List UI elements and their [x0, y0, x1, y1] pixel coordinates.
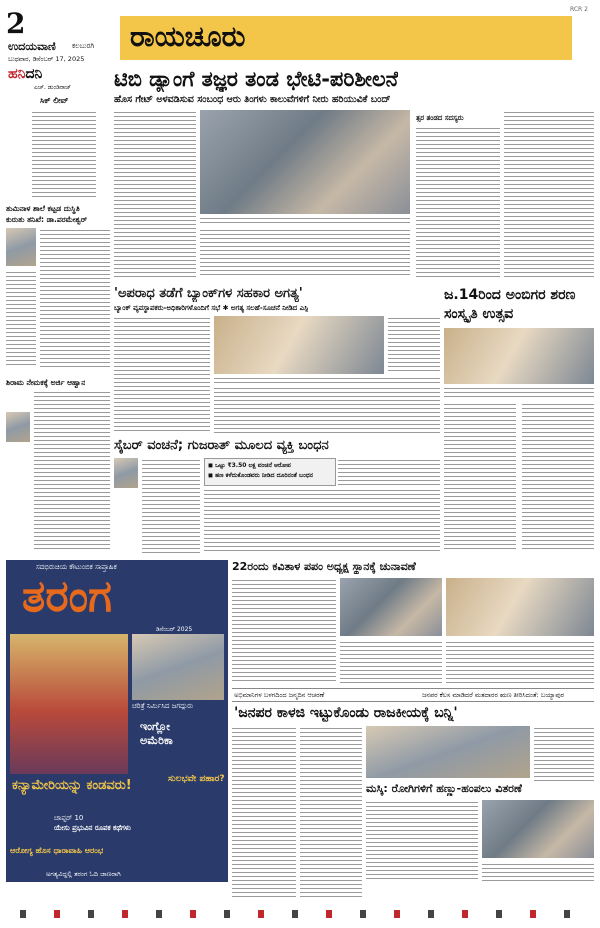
cyber-box-line1: ◼ ಒಟ್ಟು ₹3.50 ಲಕ್ಷ ವಂಚನೆ ಆರೋಪ: [208, 462, 291, 469]
lead-photo: [200, 110, 410, 214]
ambigara-headline: ಜ.14ರಿಂದ ಅಂಬಿಗರ ಶರಣ ಸಂಸ್ಕೃತಿ ಉತ್ಸವ: [444, 287, 576, 322]
lead-col4: [504, 110, 594, 278]
election-col2: [340, 640, 442, 684]
school-body-b: [6, 270, 36, 368]
bank-col1: [114, 316, 210, 434]
corner-tag: RCR 2: [570, 6, 588, 13]
school-body: [40, 228, 110, 368]
taranga-side-c: ಸುಲಭವೇ ಪಹಾರ?: [168, 774, 225, 784]
bank-headline: 'ಅಪರಾಧ ತಡೆಗೆ ಬ್ಯಾಂಕ್‌ಗಳ ಸಹಕಾರ ಅಗತ್ಯ': [114, 286, 303, 301]
taranga-bottom-tag: ಚಾಪ್ಟರ್ 10: [54, 814, 84, 822]
section-banner: [120, 16, 572, 60]
cyber-photo: [114, 458, 138, 488]
kaalaji-side: [534, 726, 594, 782]
school-head2: ಕುರುತು ತನಿಖೆ: ಡಾ.ಪರಮೇಶ್ವರ್: [6, 215, 88, 224]
lead-subhead: ಹೊಸ ಗೇಟ್ ಅಳವಡಿಸುವ ಸಂಬಂಧ ಆರು ತಿಂಗಳು ಕಾಲುವೆಗಳಿಗೆ ನೀರು ಹರಿಯುವಿಕೆ ಬಂದ್: [114, 94, 391, 105]
cyber-col3: [338, 458, 440, 486]
taranga-bottom-b: ಆರೋಗ್ಯ ಹೊಸ ಧಾರಾವಾಹಿ ಆರಂಭ: [10, 846, 104, 855]
taranga-edition: ಡಿಸೆಂಬರ್ 2025: [156, 626, 193, 633]
lead-headline: ಟಿಬಿ ಡ್ಯಾಂಗೆ ತಜ್ಞರ ತಂಡ ಭೇಟಿ-ಪರಿಶೀಲನೆ: [114, 67, 399, 91]
cyber-article: [114, 438, 440, 556]
recruit-article: [6, 378, 110, 554]
fruit-col1: [366, 800, 478, 882]
kaalaji-col2: [300, 726, 362, 900]
ambigara-caption: [444, 386, 594, 398]
strip-right: ಜನಪರ ಕೆಲಸ ಮಾಡಿದರೆ ಮತದಾರರ ಋಣ ತೀರಿಸಿದಂತೆ: ಬಯ್ಯಾಪುರ: [422, 691, 565, 699]
bank-subhead: ಬ್ಯಾಂಕ್ ವ್ಯವಸ್ಥಾಪಕರು-ಅಧಿಕಾರಿಗಳೊಂದಿಗೆ ಸಭೆ ✱ ಅಗತ್ಯ ಸಲಹೆ-ಸೂಚನೆ ನೀಡಿದ ಎಸ್ಪಿ: [114, 304, 309, 312]
portrait-photo: [132, 634, 224, 700]
recruit-body: [34, 390, 110, 550]
mary-illustration: [10, 634, 128, 774]
honey-title-a: ಹನಿ: [8, 66, 26, 82]
honey-dhani-box: [6, 66, 110, 202]
taranga-side-b: ಅಮೆರಿಕಾ: [140, 734, 173, 747]
lead-story: [114, 66, 594, 282]
taranga-title: ತರಂಗ: [22, 571, 112, 622]
cyber-col2: [204, 488, 440, 554]
fruit-caption: [482, 862, 594, 882]
honey-title: [8, 66, 42, 82]
strip-left: ಅಭಿಮಾನಿಗಳ ಬಳಗದಿಂದ ಜನ್ಮದಿನ ಆಚರಣೆ: [234, 691, 325, 699]
taranga-ad: [6, 560, 228, 882]
registration-marks: [20, 910, 580, 918]
honey-byline: ಎಚ್. ಡುಂಡಿರಾಜ್: [34, 84, 72, 91]
recruit-photo: [6, 412, 30, 442]
lead-col2: [200, 228, 410, 278]
kaalaji-photo: [366, 726, 530, 778]
school-head1: ತುಮಿನಾಳ ಶಾಲೆ ಕಟ್ಟಡ ದುಸ್ಥಿತಿ: [6, 204, 80, 213]
election-article: [232, 560, 594, 684]
kaalaji-headline: 'ಜನಪರ ಕಾಳಜಿ ಇಟ್ಟುಕೊಂಡು ರಾಜಕೀಯಕ್ಕೆ ಬನ್ನಿ': [234, 705, 458, 721]
taranga-mid: ಚರಿತ್ರೆ ನಿರ್ಮಿಸಿದ ಜಗದ್ಗುರು: [132, 702, 194, 710]
minister-photo: [6, 228, 36, 266]
bank-caption: [214, 376, 440, 384]
lead-col3: [416, 126, 500, 278]
cyber-col1: [142, 458, 200, 554]
masthead: [6, 6, 594, 64]
cyber-headline: ಸೈಬರ್ ವಂಚನೆ; ಗುಜರಾತ್ ಮೂಲದ ವ್ಯಕ್ತಿ ಬಂಧನ: [114, 438, 329, 453]
fruit-photo: [482, 800, 594, 858]
ambigara-article: [444, 286, 594, 556]
date-line: ಬುಧವಾರ, ಡಿಸೆಂಬರ್ 17, 2025: [8, 55, 85, 63]
recruit-head: ಶಿರಾಮ ನೇಮಕಕ್ಕೆ ಅರ್ಜಿ ಆಹ್ವಾನ: [6, 378, 86, 387]
fruit-headline: ಮಸ್ಕಿ: ರೋಗಿಗಳಿಗೆ ಹಣ್ಣು-ಹಂಪಲು ವಿತರಣೆ: [366, 782, 522, 795]
bank-col2: [214, 386, 440, 434]
honey-title-b: ದನಿ: [25, 66, 43, 82]
edition-label: ಕಲಬುರಗಿ: [72, 42, 95, 50]
honey-sub: ಸಿಕ್ ಲೀವ್: [40, 96, 69, 105]
bank-article: [114, 286, 440, 434]
lead-caption: [200, 216, 410, 224]
birthday-caption: [446, 640, 594, 684]
birthday-photo: [446, 578, 594, 636]
taranga-top-line: ಸದಭಿರುಚಿಯ ಕೌಟುಂಬಿಕ ಸಾಪ್ತಾಹಿಕ: [36, 563, 117, 571]
lead-col1: [114, 110, 196, 278]
election-photo: [340, 578, 442, 636]
election-col1: [232, 578, 336, 684]
cyber-box: [204, 458, 336, 486]
election-headline: 22ರಂದು ಕವಿತಾಳ ಪಪಂ ಅಧ್ಯಕ್ಷ ಸ್ಥಾನಕ್ಕೆ ಚುನಾವಣೆ: [232, 560, 416, 573]
ambigara-col2: [522, 402, 594, 552]
kaalaji-col1: [232, 726, 296, 900]
honey-verse: [32, 110, 96, 198]
page-number: 2: [6, 7, 26, 40]
taranga-side-a: ಇಂಗ್ಲೋ: [140, 720, 170, 733]
lead-side-kicker: ತ್ಸರ ತಂಡದ ಸದಸ್ಯರು: [416, 114, 464, 122]
ambigara-col1: [444, 402, 516, 552]
taranga-bottom-a: ಯೇಸು ಪ್ರಭುವಿನ ರೂಪಕ ಕಥೆಗಳು: [54, 824, 131, 832]
bank-photo: [214, 316, 384, 374]
taranga-cover-text: ಕನ್ಯಾಮೇರಿಯನ್ನು ಕಂಡವರು!: [12, 778, 132, 793]
fruit-article: [366, 782, 594, 882]
ambigara-photo: [444, 328, 594, 384]
school-article: [6, 204, 110, 376]
strip: [232, 688, 594, 702]
section-title: ರಾಯಚೂರು: [130, 20, 246, 53]
bank-col3: [388, 316, 440, 374]
cyber-box-line2: ◼ ಹಣ ಕಳೆದುಕೊಂಡವರು ನೀಡಿದ ದೂರಿನಂತೆ ಬಂಧನ: [208, 472, 313, 479]
taranga-footer: ಅಗತ್ಯವಿದ್ದಲ್ಲಿ ತರಂಗ ಓದಿ ಜಾಣರಾಗಿ: [46, 870, 121, 878]
paper-name: ಉದಯವಾಣಿ: [8, 40, 56, 53]
